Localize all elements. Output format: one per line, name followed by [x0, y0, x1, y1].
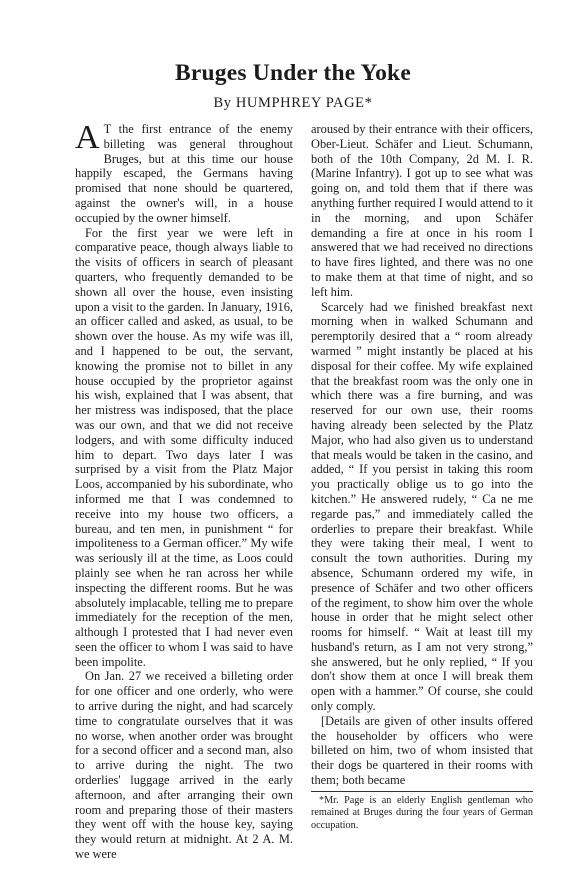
paragraph-1: [75, 119, 293, 226]
right-column: [311, 122, 533, 832]
paragraph-5: Scarcely had we finished breakfast next morning when in walked Schumann and peremptorily desired that a “ room already warmed ” might instantly be placed at his disposal for their coffee. My wife explained that the breakfast room was the only one in which there was a fire burning, and was reserved for our own use, their rooms having already been selected by the Platz Major, who had also given us to understand that meals would be taken in the casino, and added, “ If you persist in taking this room you practically oblige us to go into the kitchen.” He answered rudely, “ Ca ne me regarde pas,” and immediately called the orderlies to prepare their breakfast. While they were taking their meal, I went to consult the town authorities. During my absence, Schumann ordered my wife, in presence of Schäfer and two other officers of the regiment, to show him over the whole house in order that he might select other rooms for himself. “ Wait at least till my husband's return, as I am not very strong,” she answered, but he only replied, “ If you don't show them at once I will break them open with a hammer.” Of course, she could only comply.: [311, 299, 533, 714]
footnote-divider: [311, 791, 533, 792]
paragraph-6: [Details are given of other insults offered the householder by officers who were billeted on him, two of whom insisted that their dogs be quartered in their rooms with them; both became: [311, 713, 533, 788]
footnote: *Mr. Page is an elderly English gentleman who remained at Bruges during the four years of German occupation.: [311, 794, 533, 831]
article-title: Bruges Under the Yoke: [175, 60, 411, 86]
left-column: [75, 119, 293, 862]
drop-cap: A: [75, 119, 100, 156]
paragraph-1-text: T the first entrance of the enemy billeting was general throughout Bruges, but at this time our house happily escaped, the Germans having promised that none should be quartered, against the owner's will, in a house occupied by the owner himself.: [75, 122, 293, 225]
paragraph-3: On Jan. 27 we received a billeting order for one officer and one orderly, who were to arrive during the night, and had scarcely time to congratulate ourselves that it was no worse, when another order was brought for a second officer and a second man, also to arrive during the night. The two orderlies' luggage arrived in the early afternoon, and after arranging their own room and preparing those of their masters they went off with the house key, saying they would return at midnight. At 2 A. M. we were: [75, 669, 293, 862]
paragraph-4: aroused by their entrance with their officers, Ober-Lieut. Schäfer and Lieut. Schumann, both of the 10th Company, 2d M. I. R. (Marine Infantry). I got up to see what was going on, and told them that if there was anything further required I would attend to it in the morning, and upon Schäfer demanding a fire at once in his room I answered that we had received no directions to have fires lighted, and there was no one to make them at that time of night, and so left him.: [311, 122, 533, 299]
byline: By HUMPHREY PAGE*: [213, 95, 373, 111]
paragraph-2: For the first year we were left in comparative peace, though always liable to the visits of officers in search of pleasant quarters, who frequently demanded to be shown all over the house, even insisting upon a visit to the garden. In January, 1916, an officer called and asked, as usual, to be shown over the house. As my wife was ill, and I happened to be out, the servant, knowing the promise not to billet in any house occupied by the proprietor against his wish, explained that I was absent, that her mistress was indisposed, that the place was our own, and that we did not receive lodgers, and with some difficulty induced him to depart. Two days later I was surprised by a visit from the Platz Major Loos, accompanied by his subordinate, who informed me that I was condemned to receive into my house two officers, a bureau, and ten men, in punishment “ for impoliteness to a German officer.” My wife was seriously ill at the time, as Loos could plainly see when he ran across her while inspecting the different rooms. But he was absolutely implacable, telling me to prepare immediately for the reception of the men, although I protested that I had never even seen the officer to whom I was said to have been impolite.: [75, 225, 293, 669]
